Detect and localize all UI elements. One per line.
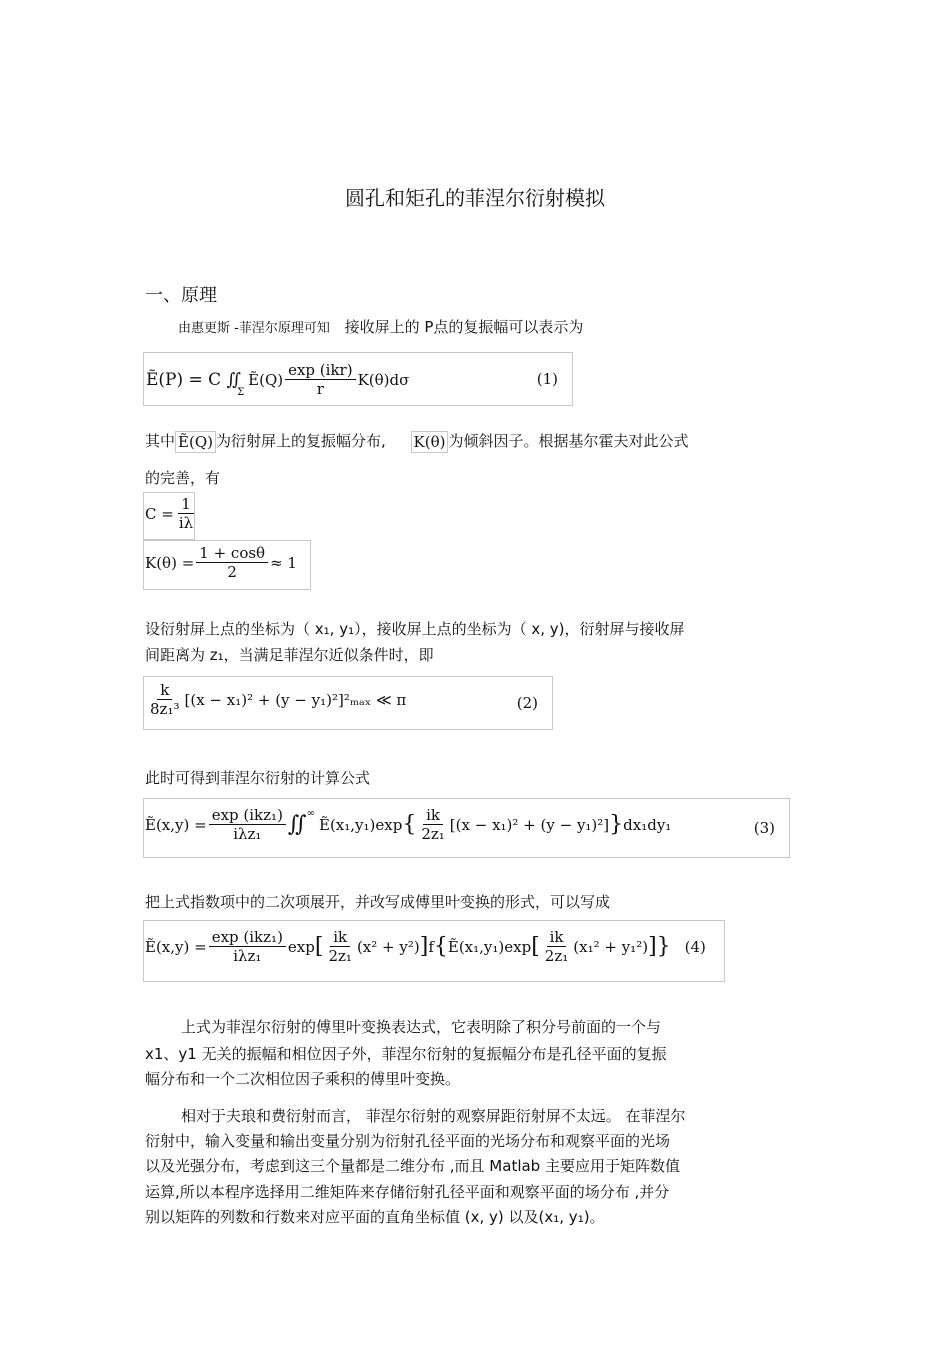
- eq3-numerator: exp (ikz₁): [209, 806, 286, 825]
- eqk-numerator: 1 + cosθ: [196, 544, 268, 563]
- eq3-limit: ∞: [306, 808, 315, 819]
- equation-1: [143, 352, 573, 406]
- where-sym-k: K(θ): [411, 431, 449, 453]
- eq3-inner: [(x − x₁)² + (y − y₁)²]: [449, 815, 610, 834]
- where-sym-eq: Ẽ(Q): [175, 431, 216, 453]
- eq4-fraction: [209, 928, 286, 965]
- expand-line: 把上式指数项中的二次项展开，并改写成傅里叶变换的形式，可以写成: [145, 893, 611, 911]
- eq3-inner-fraction: [418, 806, 447, 843]
- eq4-k-denominator-2: 2z₁: [544, 947, 569, 965]
- para2-line-5: 别以矩阵的列数和行数来对应平面的直角坐标值 (x, y) 以及(x₁, y₁)。: [145, 1208, 605, 1226]
- eq1-mid: Ẽ(Q): [248, 370, 284, 389]
- para1-line-3: 幅分布和一个二次相位因子乘积的傅里叶变换。: [145, 1070, 461, 1088]
- equation-2: [143, 676, 553, 730]
- eq2-fraction: [147, 681, 182, 718]
- eqc-fraction: [176, 495, 195, 532]
- eq4-sq1: (x² + y²): [356, 937, 420, 956]
- eq4-f: f: [428, 937, 434, 956]
- eqc-numerator: 1: [178, 495, 194, 514]
- eq4-k-fraction-1: [325, 928, 354, 965]
- para2-line-2: 衍射中，输入变量和输出变量分别为衍射孔径平面的光场分布和观察平面的光场: [145, 1132, 671, 1150]
- eq4-lhs: Ẽ(x,y) =: [145, 937, 207, 956]
- where-text1: 为衍射屏上的复振幅分布,: [215, 432, 386, 450]
- equation-3: Ẽ(x,y) = $\frac{\text{exp (ikz₁)}}{\text{iλz₁}}$ ∬ ∞ Ẽ(x₁,y₁)exp { $\frac{ik}{\text{2z₁}}$ [(x − x₁)² + (y − y₁)²] } dx₁dy₁ (3): [143, 798, 790, 858]
- eqc-denominator: iλ: [178, 514, 194, 532]
- eqk-denominator: 2: [227, 563, 237, 581]
- para2-line-4: 运算,所以本程序选择用二维矩阵来存储衍射孔径平面和观察平面的场分布 ,并分: [145, 1183, 670, 1201]
- eq3-integral: ∬: [287, 812, 307, 837]
- eq1-numerator: exp (ikr): [285, 361, 355, 380]
- equation-4: Ẽ(x,y) = $\frac{\text{exp (ikz₁)}}{\text{iλz₁}}$ exp [ $\frac{ik}{\text{2z₁}}$ (x² + y²) ] f { Ẽ(x₁,y₁)exp [ $\frac{ik}{\text{2z₁}}$ (x₁² + y₁²) ]} (4): [143, 920, 725, 982]
- where-text2: 为倾斜因子。根据基尔霍夫对此公式: [448, 432, 689, 450]
- eq2-number: (2): [516, 694, 538, 712]
- eq4-denominator: iλz₁: [233, 947, 262, 965]
- eq1-denominator: r: [316, 380, 324, 398]
- intro-part2: 接收屏上的 P点的复振幅可以表示为: [344, 318, 584, 336]
- coord-line-1: 设衍射屏上点的坐标为（ x₁, y₁），接收屏上点的坐标为（ x, y)，衍射屏与接收屏: [145, 620, 685, 638]
- eq3-number: (3): [753, 819, 775, 837]
- eqk-lhs: K(θ) =: [145, 553, 195, 572]
- eq3-inner-denominator: 2z₁: [421, 825, 445, 843]
- eq1-tail: K(θ)dσ: [357, 370, 410, 389]
- eqc-lhs: C =: [145, 504, 174, 523]
- para2-line-3: 以及光强分布，考虑到这三个量都是二维分布 ,而且 Matlab 主要应用于矩阵数值: [145, 1157, 680, 1175]
- calc-line: 此时可得到菲涅尔衍射的计算公式: [145, 769, 371, 787]
- eq3-denominator: iλz₁: [233, 825, 262, 843]
- eq4-body: Ẽ(x₁,y₁)exp: [447, 937, 532, 956]
- equation-c: [143, 492, 195, 540]
- eq4-sq2: (x₁² + y₁²): [573, 937, 649, 956]
- intro-line: [178, 314, 583, 342]
- eq3-tail: dx₁dy₁: [623, 815, 672, 834]
- para2-line-1: 相对于夫琅和费衍射而言， 菲涅尔衍射的观察屏距衍射屏不太远。 在菲涅尔: [181, 1107, 686, 1125]
- eq4-k-numerator-2: ik: [547, 928, 567, 947]
- eq3-fraction: [209, 806, 286, 843]
- section-heading: 一、原理: [145, 285, 217, 306]
- page-title: 圆孔和矩孔的菲涅尔衍射模拟: [345, 186, 605, 210]
- equation-k: [143, 540, 311, 590]
- eq3-lhs: Ẽ(x,y) =: [145, 815, 207, 834]
- eq4-exp: exp: [287, 937, 315, 956]
- eq1-fraction: [285, 361, 355, 398]
- eqk-fraction: [196, 544, 268, 581]
- coord-line-2: 间距离为 z₁，当满足菲涅尔近似条件时，即: [145, 646, 434, 664]
- where-line-2: 的完善，有: [145, 469, 221, 487]
- where-line: [145, 428, 689, 455]
- eq3-inner-numerator: ik: [423, 806, 443, 825]
- eq2-numerator: k: [157, 681, 172, 700]
- eq4-k-numerator-1: ik: [330, 928, 350, 947]
- eq4-k-fraction-2: [542, 928, 571, 965]
- eq1-sigma: Σ: [237, 387, 245, 398]
- para1-line-1: 上式为菲涅尔衍射的傅里叶变换表达式，它表明除了积分号前面的一个与: [181, 1018, 662, 1036]
- eq1-number: (1): [536, 370, 558, 388]
- where-pre: 其中: [145, 432, 176, 450]
- eq2-body: [(x − x₁)² + (y − y₁)²]²ₘₐₓ ≪ π: [184, 690, 407, 709]
- eq2-denominator: 8z₁³: [150, 700, 180, 718]
- para1-line-2: x1、y1 无关的振幅和相位因子外，菲涅尔衍射的复振幅分布是孔径平面的复振: [145, 1045, 667, 1063]
- eq4-numerator: exp (ikz₁): [209, 928, 286, 947]
- eq4-number: (4): [684, 937, 706, 956]
- eq4-k-denominator-1: 2z₁: [328, 947, 352, 965]
- eq3-body: Ẽ(x₁,y₁)exp: [319, 815, 403, 834]
- intro-part1: 由惠更斯 -菲涅尔原理可知: [178, 321, 330, 336]
- eqk-tail: ≈ 1: [270, 553, 297, 572]
- eq1-lhs: Ẽ(P) = C ∬: [146, 369, 242, 390]
